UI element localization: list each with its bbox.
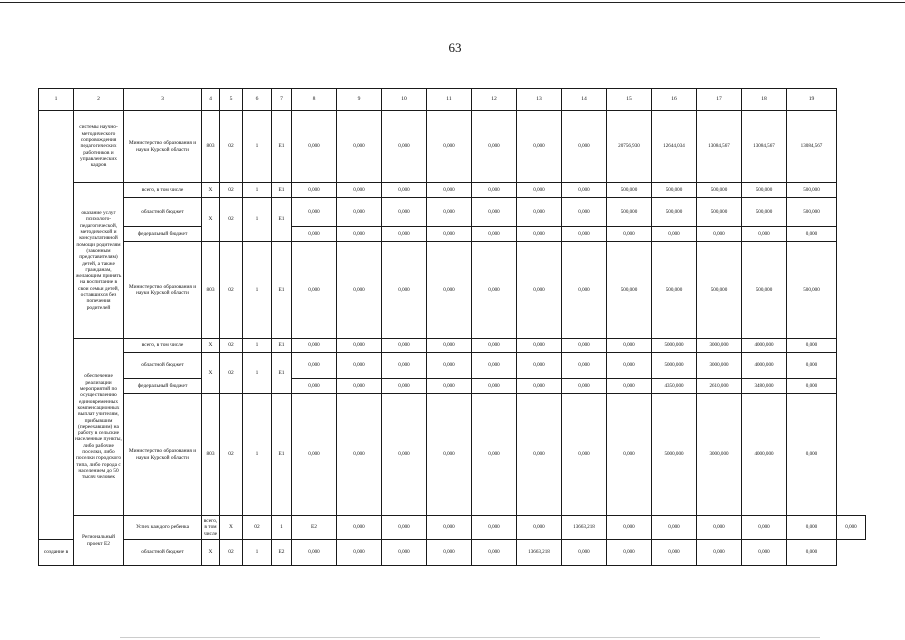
code-cell: 803 xyxy=(202,394,220,516)
value-cell: 13084,567 xyxy=(697,111,742,183)
code-cell: Х xyxy=(202,183,220,198)
value-cell: 0,000 xyxy=(607,516,652,540)
code-cell: Е1 xyxy=(272,353,292,394)
value-cell: 13084,567 xyxy=(787,111,837,183)
value-cell: 0,000 xyxy=(382,394,427,516)
value-cell: 0,000 xyxy=(382,242,427,339)
value-cell: 0,000 xyxy=(607,379,652,394)
value-cell: 0,000 xyxy=(382,198,427,227)
code-cell: 1 xyxy=(243,198,272,242)
value-cell: 0,000 xyxy=(517,242,562,339)
value-cell: 0,000 xyxy=(562,339,607,353)
code-cell: 02 xyxy=(220,183,243,198)
value-cell: 3480,000 xyxy=(742,379,787,394)
code-cell: 02 xyxy=(243,516,272,540)
value-cell: 0,000 xyxy=(472,339,517,353)
value-cell: 0,000 xyxy=(517,339,562,353)
value-cell: 0,000 xyxy=(292,198,337,227)
value-cell: 0,000 xyxy=(517,227,562,242)
table-row xyxy=(39,516,866,540)
code-cell: 02 xyxy=(220,353,243,394)
value-cell: 0,000 xyxy=(382,111,427,183)
value-cell: 0,000 xyxy=(427,379,472,394)
value-cell: 0,000 xyxy=(517,394,562,516)
executor-cell: всего, в том числе xyxy=(124,339,202,353)
value-cell: 0,000 xyxy=(607,540,652,566)
row-group-cell xyxy=(39,111,74,540)
value-cell: 0,000 xyxy=(607,394,652,516)
value-cell: 5000,000 xyxy=(652,353,697,379)
table-row xyxy=(39,242,866,339)
value-cell: 0,000 xyxy=(337,227,382,242)
value-cell: 0,000 xyxy=(562,183,607,198)
code-cell: 02 xyxy=(220,394,243,516)
code-cell: 803 xyxy=(202,111,220,183)
value-cell: 0,000 xyxy=(562,540,607,566)
value-cell: 0,000 xyxy=(787,516,837,540)
value-cell: 4000,000 xyxy=(742,394,787,516)
page-number: 63 xyxy=(448,40,462,55)
value-cell: 3000,000 xyxy=(697,394,742,516)
value-cell: 4000,000 xyxy=(742,339,787,353)
value-cell: 0,000 xyxy=(787,394,837,516)
value-cell: 0,000 xyxy=(337,516,382,540)
value-cell: 0,000 xyxy=(517,379,562,394)
col-header: 2 xyxy=(74,89,124,111)
value-cell: 500,000 xyxy=(742,242,787,339)
col-header: 3 xyxy=(124,89,202,111)
value-cell: 0,000 xyxy=(337,540,382,566)
value-cell: 0,000 xyxy=(697,516,742,540)
value-cell: 500,000 xyxy=(787,198,837,227)
value-cell: 0,000 xyxy=(427,516,472,540)
col-header: 7 xyxy=(272,89,292,111)
col-header: 18 xyxy=(742,89,787,111)
value-cell: 0,000 xyxy=(427,540,472,566)
code-cell: Х xyxy=(202,198,220,242)
code-cell: Х xyxy=(220,516,243,540)
value-cell: 0,000 xyxy=(382,339,427,353)
value-cell: 0,000 xyxy=(427,183,472,198)
value-cell: 0,000 xyxy=(562,198,607,227)
value-cell: 0,000 xyxy=(292,394,337,516)
value-cell: 0,000 xyxy=(787,339,837,353)
value-cell: 0,000 xyxy=(472,353,517,379)
value-cell: 0,000 xyxy=(427,242,472,339)
value-cell: 500,000 xyxy=(697,198,742,227)
value-cell: 0,000 xyxy=(337,353,382,379)
value-cell: 0,000 xyxy=(742,227,787,242)
code-cell: Е1 xyxy=(272,242,292,339)
value-cell: 5000,000 xyxy=(652,339,697,353)
activity-description: создание в xyxy=(39,540,74,566)
value-cell: 500,000 xyxy=(652,183,697,198)
table-row xyxy=(39,183,866,198)
value-cell: 0,000 xyxy=(607,339,652,353)
table-row xyxy=(39,227,866,242)
value-cell: 0,000 xyxy=(607,353,652,379)
value-cell: 0,000 xyxy=(337,394,382,516)
executor-cell: всего, в том числе xyxy=(202,516,220,540)
value-cell: 0,000 xyxy=(652,227,697,242)
value-cell: 500,000 xyxy=(742,183,787,198)
value-cell: 500,000 xyxy=(652,198,697,227)
value-cell: 12644,034 xyxy=(652,111,697,183)
value-cell: 500,000 xyxy=(607,183,652,198)
code-cell: 02 xyxy=(220,111,243,183)
value-cell: 0,000 xyxy=(787,353,837,379)
value-cell: 0,000 xyxy=(382,353,427,379)
code-cell: 02 xyxy=(220,198,243,242)
value-cell: 0,000 xyxy=(742,516,787,540)
col-header: 5 xyxy=(220,89,243,111)
value-cell: 0,000 xyxy=(607,227,652,242)
value-cell: 0,000 xyxy=(742,540,787,566)
col-header: 10 xyxy=(382,89,427,111)
executor-cell: всего, в том числе xyxy=(124,183,202,198)
value-cell: 500,000 xyxy=(787,183,837,198)
value-cell: 0,000 xyxy=(562,379,607,394)
value-cell: 0,000 xyxy=(382,540,427,566)
top-border-line xyxy=(0,2,905,3)
value-cell: 0,000 xyxy=(382,227,427,242)
activity-description: обеспечение реализации мероприятий по осуществлению единовременных компенсационных выплат учителям, прибывшим (переехавшим) на работу в сельские населенные пункты, либо рабочие поселки, либо поселки городского типа, либо города с населением до 50 тысяч человек xyxy=(74,339,124,516)
code-cell: 02 xyxy=(220,339,243,353)
value-cell: 13663,218 xyxy=(562,516,607,540)
value-cell: 0,000 xyxy=(562,242,607,339)
table-row xyxy=(39,379,866,394)
table-row xyxy=(39,111,866,183)
value-cell: 0,000 xyxy=(337,183,382,198)
code-cell: 1 xyxy=(243,111,272,183)
value-cell: 0,000 xyxy=(292,227,337,242)
value-cell: 0,000 xyxy=(787,227,837,242)
value-cell: 0,000 xyxy=(337,111,382,183)
value-cell: 0,000 xyxy=(337,198,382,227)
col-header: 8 xyxy=(292,89,337,111)
value-cell: 0,000 xyxy=(292,379,337,394)
col-header: 14 xyxy=(562,89,607,111)
executor-cell: областной бюджет xyxy=(124,353,202,379)
value-cell: 0,000 xyxy=(292,353,337,379)
executor-cell: Министерство образования и науки Курской области xyxy=(124,242,202,339)
value-cell: 0,000 xyxy=(472,198,517,227)
executor-cell: федеральный бюджет xyxy=(124,379,202,394)
regional-project-label: Региональный проект Е2 xyxy=(74,516,124,566)
value-cell: 0,000 xyxy=(697,227,742,242)
value-cell: 3000,000 xyxy=(697,353,742,379)
col-header: 12 xyxy=(472,89,517,111)
value-cell: 0,000 xyxy=(517,183,562,198)
code-cell: Е1 xyxy=(272,183,292,198)
col-header: 9 xyxy=(337,89,382,111)
code-cell: Е1 xyxy=(272,394,292,516)
col-header: 15 xyxy=(607,89,652,111)
code-cell: Е1 xyxy=(272,111,292,183)
code-cell: Х xyxy=(202,339,220,353)
col-header: 1 xyxy=(39,89,74,111)
activity-description: оказание услуг психолого-педагогической, методической и консультативной помощи родителям (законным представителям) детей, а также гражданам, желающим принять на воспитание в свои семьи детей, оставшихся без попечения родителей xyxy=(74,183,124,339)
value-cell: 0,000 xyxy=(382,379,427,394)
value-cell: 0,000 xyxy=(787,540,837,566)
value-cell: 4000,000 xyxy=(742,353,787,379)
executor-cell: Министерство образования и науки Курской области xyxy=(124,394,202,516)
value-cell: 0,000 xyxy=(337,379,382,394)
code-cell: 1 xyxy=(243,339,272,353)
value-cell: 0,000 xyxy=(652,516,697,540)
value-cell: 0,000 xyxy=(472,227,517,242)
value-cell: 0,000 xyxy=(292,339,337,353)
col-header: 4 xyxy=(202,89,220,111)
value-cell: 13663,218 xyxy=(517,540,562,566)
executor-cell: федеральный бюджет xyxy=(124,227,202,242)
executor-cell: областной бюджет xyxy=(124,540,202,566)
bottom-edge-line xyxy=(120,637,820,638)
table-row xyxy=(39,198,866,227)
value-cell: 2610,000 xyxy=(697,379,742,394)
code-cell: Х xyxy=(202,540,220,566)
value-cell: 0,000 xyxy=(427,353,472,379)
value-cell: 0,000 xyxy=(427,198,472,227)
col-header: 6 xyxy=(243,89,272,111)
value-cell: 0,000 xyxy=(562,353,607,379)
code-cell: 803 xyxy=(202,242,220,339)
table-row xyxy=(39,394,866,516)
value-cell: 0,000 xyxy=(427,227,472,242)
value-cell: 0,000 xyxy=(292,242,337,339)
value-cell: 0,000 xyxy=(562,227,607,242)
value-cell: 20756,930 xyxy=(607,111,652,183)
value-cell: 0,000 xyxy=(427,394,472,516)
value-cell: 0,000 xyxy=(472,540,517,566)
col-header: 16 xyxy=(652,89,697,111)
value-cell: 500,000 xyxy=(697,183,742,198)
value-cell: 0,000 xyxy=(472,183,517,198)
code-cell: 02 xyxy=(220,242,243,339)
value-cell: 13084,567 xyxy=(742,111,787,183)
value-cell: 0,000 xyxy=(472,242,517,339)
value-cell: 0,000 xyxy=(472,111,517,183)
value-cell: 0,000 xyxy=(337,339,382,353)
value-cell: 0,000 xyxy=(427,339,472,353)
value-cell: 0,000 xyxy=(517,516,562,540)
value-cell: 0,000 xyxy=(292,183,337,198)
activity-description: системы научно-методического сопровождения педагогических работников и управленческих кадров xyxy=(74,111,124,183)
value-cell: 0,000 xyxy=(337,242,382,339)
header-row xyxy=(39,89,866,111)
value-cell: 0,000 xyxy=(382,183,427,198)
value-cell: 500,000 xyxy=(697,242,742,339)
value-cell: 0,000 xyxy=(697,540,742,566)
budget-table xyxy=(38,88,866,566)
value-cell: 0,000 xyxy=(472,516,517,540)
value-cell: 3000,000 xyxy=(697,339,742,353)
value-cell: 4350,000 xyxy=(652,379,697,394)
value-cell: 0,000 xyxy=(382,516,427,540)
table-row xyxy=(39,353,866,379)
col-header: 17 xyxy=(697,89,742,111)
value-cell: 500,000 xyxy=(607,242,652,339)
value-cell: 500,000 xyxy=(742,198,787,227)
col-header: 13 xyxy=(517,89,562,111)
value-cell: 0,000 xyxy=(837,516,866,540)
code-cell: 1 xyxy=(243,353,272,394)
value-cell: 5000,000 xyxy=(652,394,697,516)
code-cell: 1 xyxy=(243,242,272,339)
value-cell: 500,000 xyxy=(652,242,697,339)
code-cell: Е1 xyxy=(272,198,292,242)
code-cell: 1 xyxy=(243,394,272,516)
code-cell: Х xyxy=(202,353,220,394)
table-row xyxy=(39,540,866,566)
table-row xyxy=(39,339,866,353)
value-cell: 0,000 xyxy=(427,111,472,183)
code-cell: 1 xyxy=(243,540,272,566)
value-cell: 0,000 xyxy=(472,379,517,394)
col-header: 11 xyxy=(427,89,472,111)
value-cell: 0,000 xyxy=(517,198,562,227)
value-cell: 0,000 xyxy=(517,111,562,183)
code-cell: 1 xyxy=(272,516,292,540)
code-cell: 02 xyxy=(220,540,243,566)
value-cell: 0,000 xyxy=(787,379,837,394)
executor-cell: областной бюджет xyxy=(124,198,202,227)
value-cell: 0,000 xyxy=(472,394,517,516)
value-cell: 0,000 xyxy=(292,111,337,183)
value-cell: 0,000 xyxy=(562,111,607,183)
value-cell: 0,000 xyxy=(292,540,337,566)
value-cell: 0,000 xyxy=(652,540,697,566)
value-cell: 500,000 xyxy=(607,198,652,227)
executor-cell: Министерство образования и науки Курской области xyxy=(124,111,202,183)
value-cell: 500,000 xyxy=(787,242,837,339)
code-cell: Е2 xyxy=(292,516,337,540)
activity-description: Успех каждого ребенка xyxy=(124,516,202,540)
col-header: 19 xyxy=(787,89,837,111)
value-cell: 0,000 xyxy=(562,394,607,516)
code-cell: Е2 xyxy=(272,540,292,566)
value-cell: 0,000 xyxy=(517,353,562,379)
code-cell: 1 xyxy=(243,183,272,198)
code-cell: Е1 xyxy=(272,339,292,353)
